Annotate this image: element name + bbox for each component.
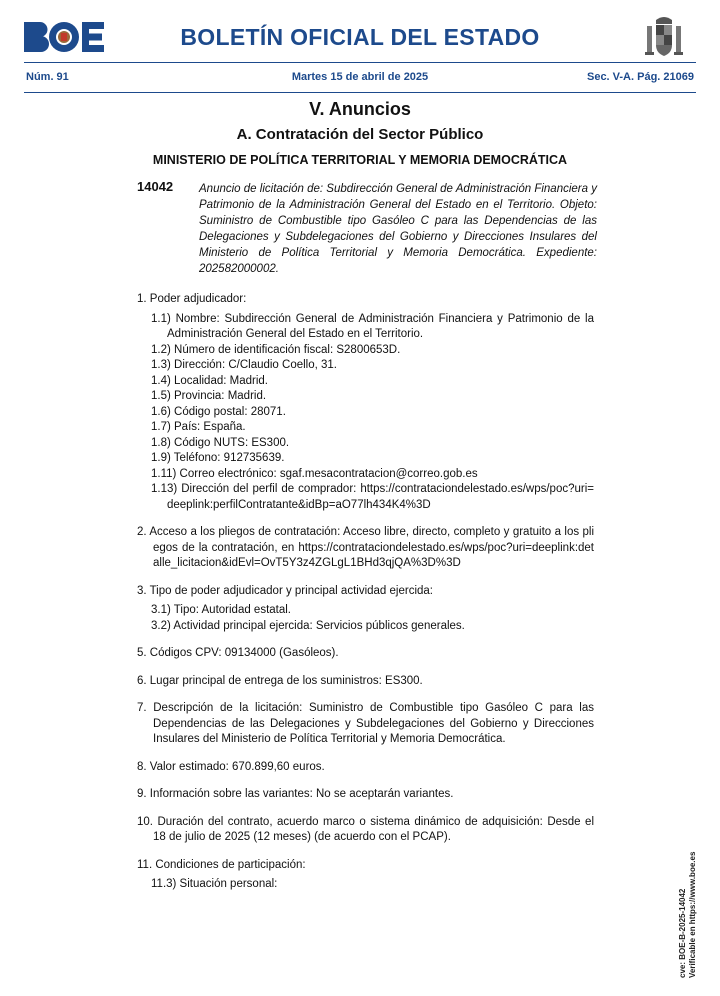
announcement-body — [137, 292, 594, 905]
item-1-1: 1.1) Nombre: Subdirección General de Administración Financiera y Patrimonio de la Administración General del Estado en el Territorio. — [151, 312, 594, 340]
item-1-6: 1.6) Código postal: 28071. — [151, 405, 286, 418]
ministry-heading: MINISTERIO DE POLÍTICA TERRITORIAL Y MEMORIA DEMOCRÁTICA — [152, 153, 568, 167]
item-2: 2. Acceso a los pliegos de contratación: Acceso libre, directo, completo y gratuito a los pliegos de la contratación, en https://contrataciondelestado.es/wps/poc?uri=deeplink:detalle_licitacion&idEvl=OvT5Y3z4ZGLgL1BHd3qjQA%3D%3D — [137, 526, 594, 569]
verification-link[interactable]: Verificable en https://www.boe.es — [688, 851, 697, 978]
item-3-label: 3. Tipo de poder adjudicador y principal actividad ejercida: — [137, 584, 433, 597]
subsection-heading: A. Contratación del Sector Público — [236, 126, 484, 143]
item-10: 10. Duración del contrato, acuerdo marco o sistema dinámico de adquisición: Desde el 18 de julio de 2025 (12 meses) (de acuerdo con el PCAP). — [137, 815, 594, 843]
item-11-label: 11. Condiciones de participación: — [137, 858, 306, 871]
item-1-11: 1.11) Correo electrónico: sgaf.mesacontratacion@correo.gob.es — [151, 467, 478, 480]
item-1-13: 1.13) Dirección del perfil de comprador: https://contrataciondelestado.es/wps/poc?uri=deeplink:perfilContratante&idBp=aO77lh434K4%3D — [151, 483, 594, 511]
bulletin-title: BOLETÍN OFICIAL DEL ESTADO — [180, 24, 540, 50]
item-11-3: 11.3) Situación personal: — [151, 878, 278, 890]
coat-of-arms-icon — [644, 14, 684, 58]
item-6: 6. Lugar principal de entrega de los suministros: ES300. — [137, 674, 423, 687]
item-7: 7. Descripción de la licitación: Suministro de Combustible tipo Gasóleo C para las Dependencias de las Delegaciones y Subdelegaciones del Gobierno y Direcciones Insulares del Ministerio de Política Territorial y Memoria Democrática. — [137, 702, 594, 745]
boe-header — [24, 14, 696, 62]
verification-margin — [676, 818, 706, 978]
issue-info-bar — [24, 71, 696, 87]
item-1-7: 1.7) País: España. — [151, 421, 246, 433]
item-8: 8. Valor estimado: 670.899,60 euros. — [137, 760, 325, 773]
item-9: 9. Información sobre las variantes: No se aceptarán variantes. — [137, 788, 454, 800]
cve-code: cve: BOE-B-2025-14042 — [678, 888, 687, 978]
announcement-number: 14042 — [137, 179, 174, 194]
issue-date: Martes 15 de abril de 2025 — [291, 71, 429, 83]
issue-number: Núm. 91 — [26, 71, 69, 83]
item-3 — [137, 584, 594, 635]
item-5: 5. Códigos CPV: 09134000 (Gasóleos). — [137, 647, 339, 659]
item-1-5: 1.5) Provincia: Madrid. — [151, 390, 267, 402]
item-11 — [137, 858, 594, 893]
item-3-1: 3.1) Tipo: Autoridad estatal. — [151, 604, 292, 616]
section-page: Sec. V-A. Pág. 21069 — [586, 71, 694, 83]
item-1-3: 1.3) Dirección: C/Claudio Coello, 31. — [151, 359, 338, 371]
item-1-4: 1.4) Localidad: Madrid. — [151, 374, 268, 387]
section-heading: V. Anuncios — [309, 99, 411, 119]
subheader-divider — [24, 92, 696, 93]
announcement-text: Anuncio de licitación de: Subdirección General de Administración Financiera y Patrimonio de la Administración General del Estado en el Territorio. Objeto: Suministro de Combustible tipo Gasóleo C para las Dependencias de las Delegaciones y Subdelegaciones del Gobierno y Direcciones Insulares del Ministerio de Política Territorial y Memoria Democrática. Expediente: 202582000002. — [199, 183, 597, 275]
item-1 — [137, 292, 594, 513]
item-1-8: 1.8) Código NUTS: ES300. — [151, 436, 290, 449]
header-divider — [24, 62, 696, 63]
item-1-label: 1. Poder adjudicador: — [137, 293, 247, 305]
item-1-2: 1.2) Número de identificación fiscal: S2800653D. — [151, 343, 401, 356]
item-3-2: 3.2) Actividad principal ejercida: Servicios públicos generales. — [151, 619, 465, 632]
item-1-9: 1.9) Teléfono: 912735639. — [151, 452, 285, 464]
